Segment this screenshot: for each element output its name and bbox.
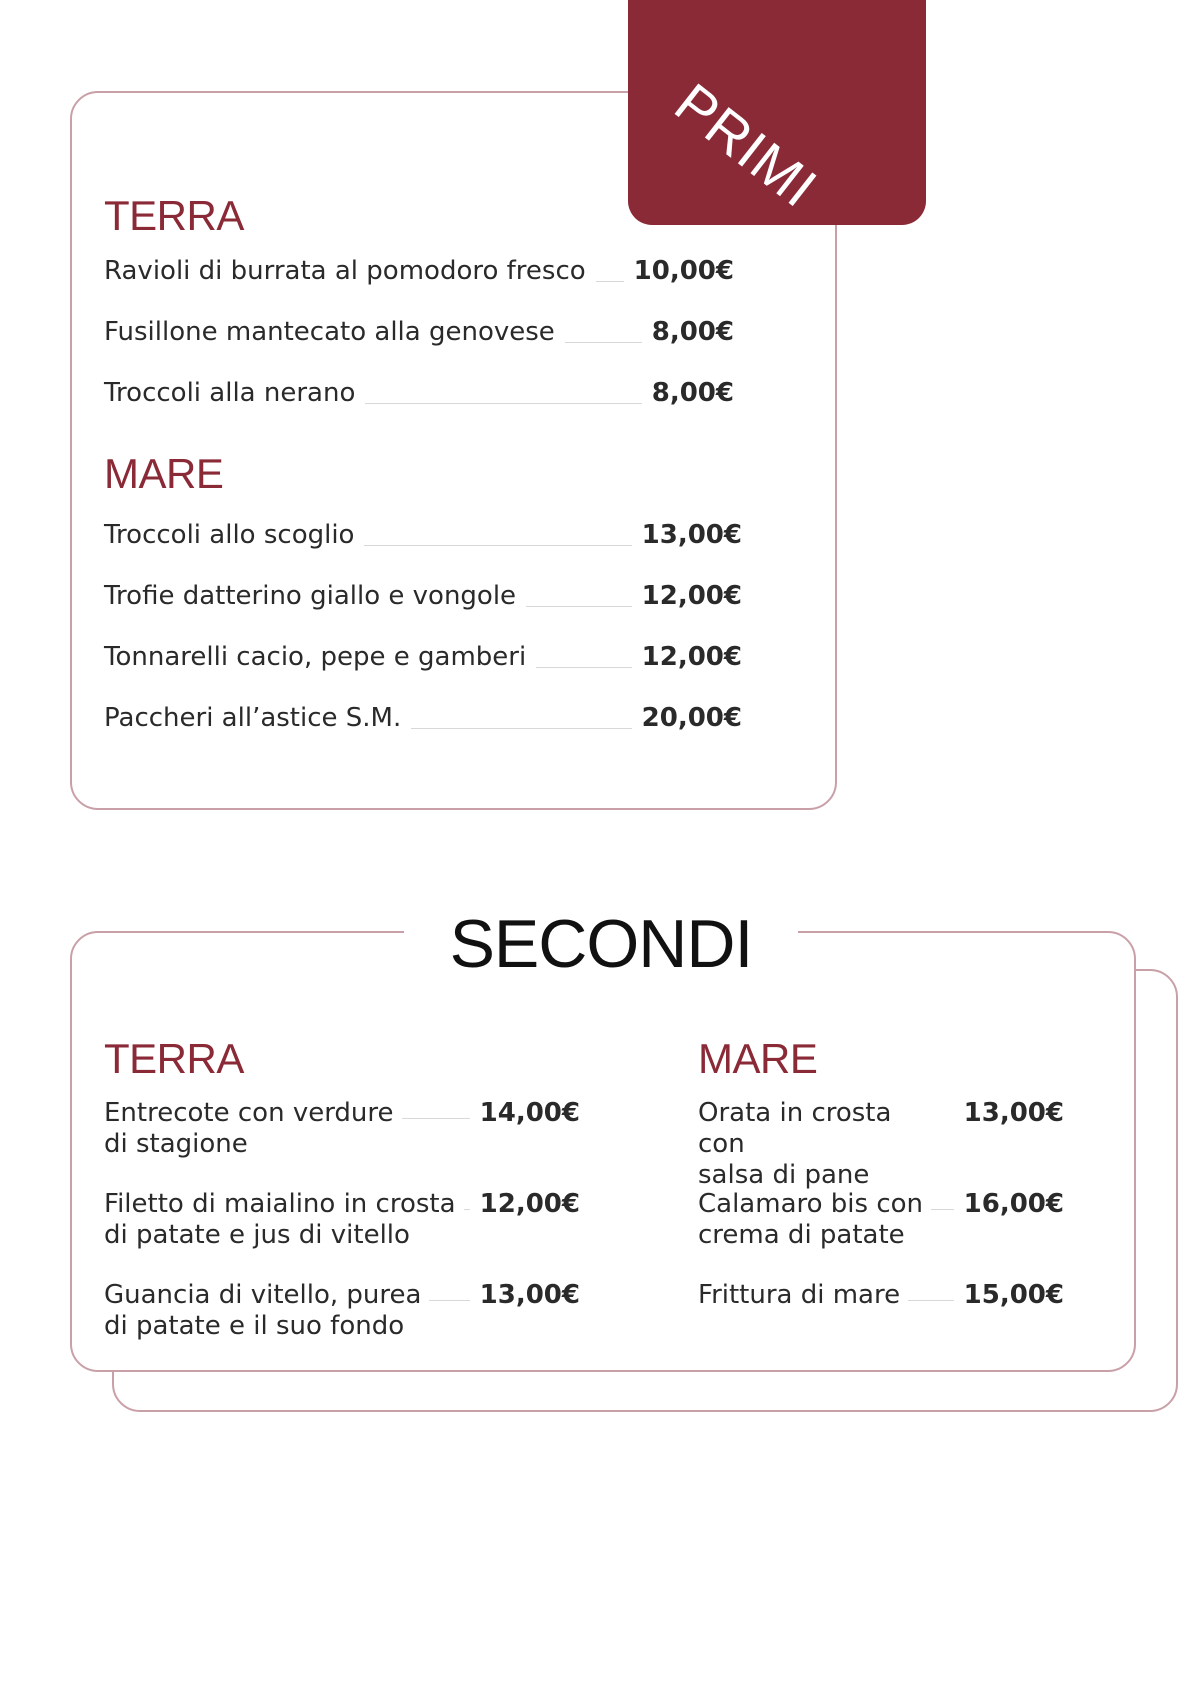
dish-name-line2: crema di patate bbox=[698, 1220, 905, 1250]
dish-name: Troccoli alla nerano bbox=[104, 378, 356, 408]
dish-price: 13,00€ bbox=[641, 520, 742, 550]
menu-item bbox=[104, 581, 742, 611]
dish-price: 8,00€ bbox=[651, 378, 734, 408]
dish-price: 15,00€ bbox=[963, 1280, 1064, 1310]
menu-item bbox=[104, 642, 742, 672]
dish-name-line1: Guancia di vitello, purea bbox=[104, 1280, 422, 1310]
menu-item bbox=[104, 378, 734, 408]
dish-name-line2: di patate e il suo fondo bbox=[104, 1311, 405, 1341]
dish-price: 12,00€ bbox=[641, 581, 742, 611]
dish-price: 14,00€ bbox=[479, 1098, 580, 1128]
dot-leader bbox=[402, 1118, 470, 1119]
dish-name: Tonnarelli cacio, pepe e gamberi bbox=[104, 642, 527, 672]
dish-name bbox=[698, 1280, 900, 1311]
menu-item bbox=[104, 1098, 580, 1160]
dish-name-line1: Filetto di maialino in crosta bbox=[104, 1189, 456, 1219]
dot-leader bbox=[526, 606, 632, 607]
dot-leader bbox=[365, 403, 641, 404]
dish-price: 13,00€ bbox=[479, 1280, 580, 1310]
dot-leader bbox=[411, 728, 631, 729]
dish-name: Paccheri all’astice S.M. bbox=[104, 703, 402, 733]
dish-price: 12,00€ bbox=[641, 642, 742, 672]
dot-leader bbox=[364, 545, 631, 546]
menu-item bbox=[698, 1098, 1064, 1191]
menu-item bbox=[104, 520, 742, 550]
dish-name: Trofie datterino giallo e vongole bbox=[104, 581, 517, 611]
menu-item bbox=[104, 317, 734, 347]
dish-price: 20,00€ bbox=[641, 703, 742, 733]
dish-name bbox=[104, 1280, 421, 1342]
dot-leader bbox=[429, 1300, 469, 1301]
dish-name: Fusillone mantecato alla genovese bbox=[104, 317, 555, 347]
primi-mare-heading: MARE bbox=[104, 450, 224, 497]
dot-leader bbox=[565, 342, 642, 343]
dish-price: 10,00€ bbox=[633, 256, 734, 286]
dish-name-line2: di stagione bbox=[104, 1129, 248, 1159]
dish-price: 12,00€ bbox=[479, 1189, 580, 1219]
menu-item bbox=[104, 256, 734, 286]
dot-leader bbox=[596, 281, 624, 282]
dish-price: 8,00€ bbox=[651, 317, 734, 347]
secondi-mare-heading: MARE bbox=[698, 1035, 818, 1082]
dish-name: Ravioli di burrata al pomodoro fresco bbox=[104, 256, 586, 286]
menu-item bbox=[104, 1189, 580, 1251]
dish-name-line2: salsa di pane bbox=[698, 1160, 870, 1190]
dish-name bbox=[698, 1189, 923, 1251]
dot-leader bbox=[464, 1209, 470, 1210]
secondi-terra-heading: TERRA bbox=[104, 1035, 244, 1082]
dish-name bbox=[104, 1098, 394, 1160]
primi-title: PRIMI bbox=[663, 70, 829, 220]
primi-terra-heading: TERRA bbox=[104, 192, 244, 239]
dot-leader bbox=[536, 667, 631, 668]
dot-leader bbox=[931, 1209, 954, 1210]
dish-price: 13,00€ bbox=[963, 1098, 1064, 1128]
dish-name-line1: Orata in crosta con bbox=[698, 1098, 892, 1159]
dish-name-line1: Entrecote con verdure bbox=[104, 1098, 394, 1128]
menu-item bbox=[698, 1189, 1064, 1251]
dot-leader bbox=[908, 1300, 954, 1301]
menu-item bbox=[698, 1280, 1064, 1311]
menu-item bbox=[104, 703, 742, 733]
secondi-title: SECONDI bbox=[449, 906, 753, 982]
dish-name-line1: Frittura di mare bbox=[698, 1280, 901, 1310]
dish-name-line1: Calamaro bis con bbox=[698, 1189, 924, 1219]
dish-price: 16,00€ bbox=[963, 1189, 1064, 1219]
primi-tab bbox=[628, 0, 926, 225]
dish-name bbox=[698, 1098, 946, 1191]
dish-name bbox=[104, 1189, 456, 1251]
menu-item bbox=[104, 1280, 580, 1342]
dish-name-line2: di patate e jus di vitello bbox=[104, 1220, 410, 1250]
dish-name: Troccoli allo scoglio bbox=[104, 520, 355, 550]
